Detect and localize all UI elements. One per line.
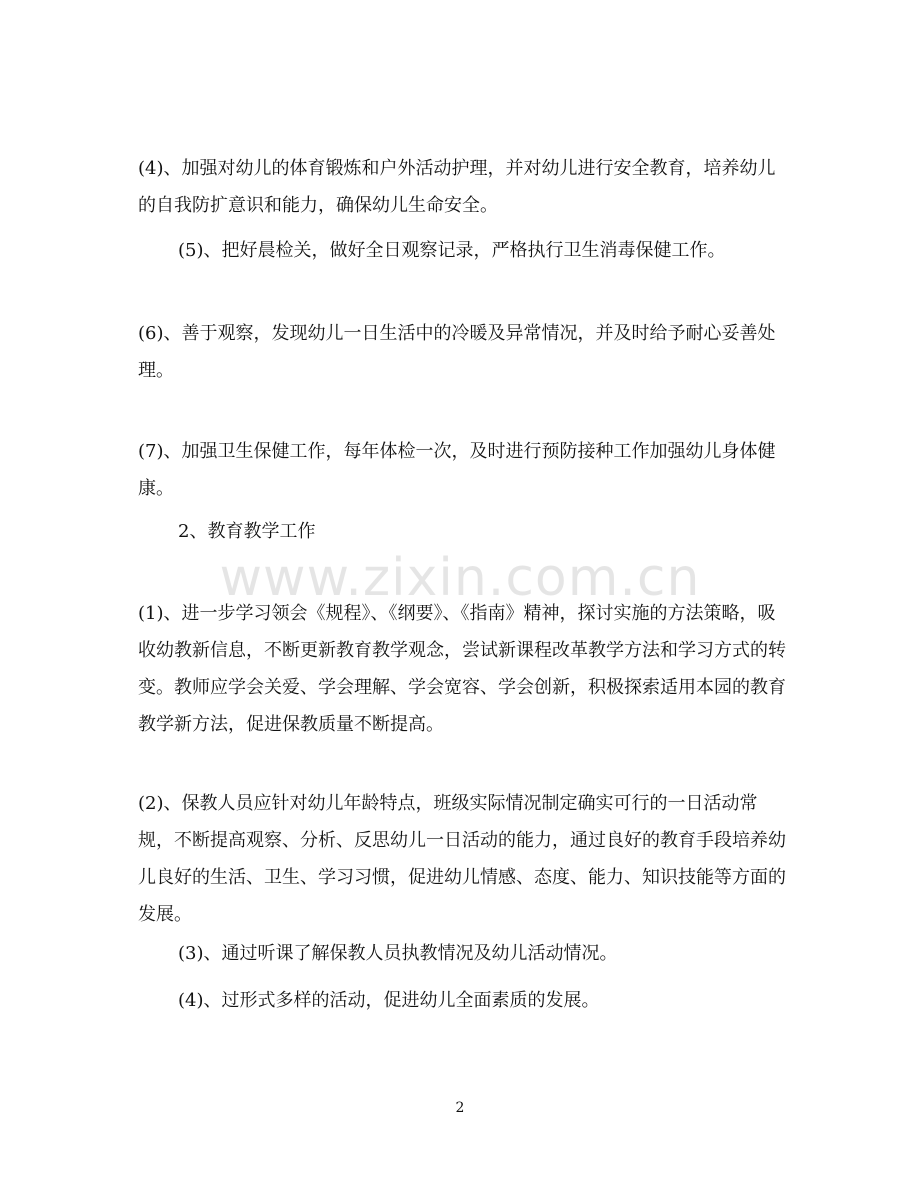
paragraph-edu-2: (2)、保教人员应针对幼儿年龄特点，班级实际情况制定确实可行的一日活动常规，不断提高观察、分析、反思幼儿一日活动的能力，通过良好的教育手段培养幼儿良好的生活、卫生、学习习惯，促进幼儿情感、态度、能力、知识技能等方面的发展。 <box>138 793 786 925</box>
section-heading-education: 2、教育教学工作 <box>178 521 316 542</box>
watermark: www.zixin.com.cn <box>219 548 701 608</box>
paragraph-health-7: (7)、加强卫生保健工作，每年体检一次，及时进行预防接种工作加强幼儿身体健康。 <box>138 441 776 499</box>
paragraph-health-5: (5)、把好晨检关，做好全日观察记录，严格执行卫生消毒保健工作。 <box>178 240 726 261</box>
paragraph-health-6: (6)、善于观察，发现幼儿一日生活中的冷暖及异常情况，并及时给予耐心妥善处理。 <box>138 323 776 381</box>
paragraph-edu-1: (1)、进一步学习领会《规程》、《纲要》、《指南》精神，探讨实施的方法策略，吸收幼教新信息，不断更新教育教学观念，尝试新课程改革教学方法和学习方式的转变。教师应学会关爱、学会理解、学会宽容、学会创新，积极探索适用本园的教育教学新方法，促进保教质量不断提高。 <box>138 603 786 735</box>
paragraph-edu-3: (3)、通过听课了解保教人员执教情况及幼儿活动情况。 <box>178 943 618 964</box>
page-number: 2 <box>455 1100 465 1116</box>
paragraph-health-4: (4)、加强对幼儿的体育锻炼和户外活动护理，并对幼儿进行安全教育，培养幼儿的自我防扩意识和能力，确保幼儿生命安全。 <box>138 158 776 216</box>
paragraph-edu-4: (4)、过形式多样的活动，促进幼儿全面素质的发展。 <box>178 990 600 1011</box>
